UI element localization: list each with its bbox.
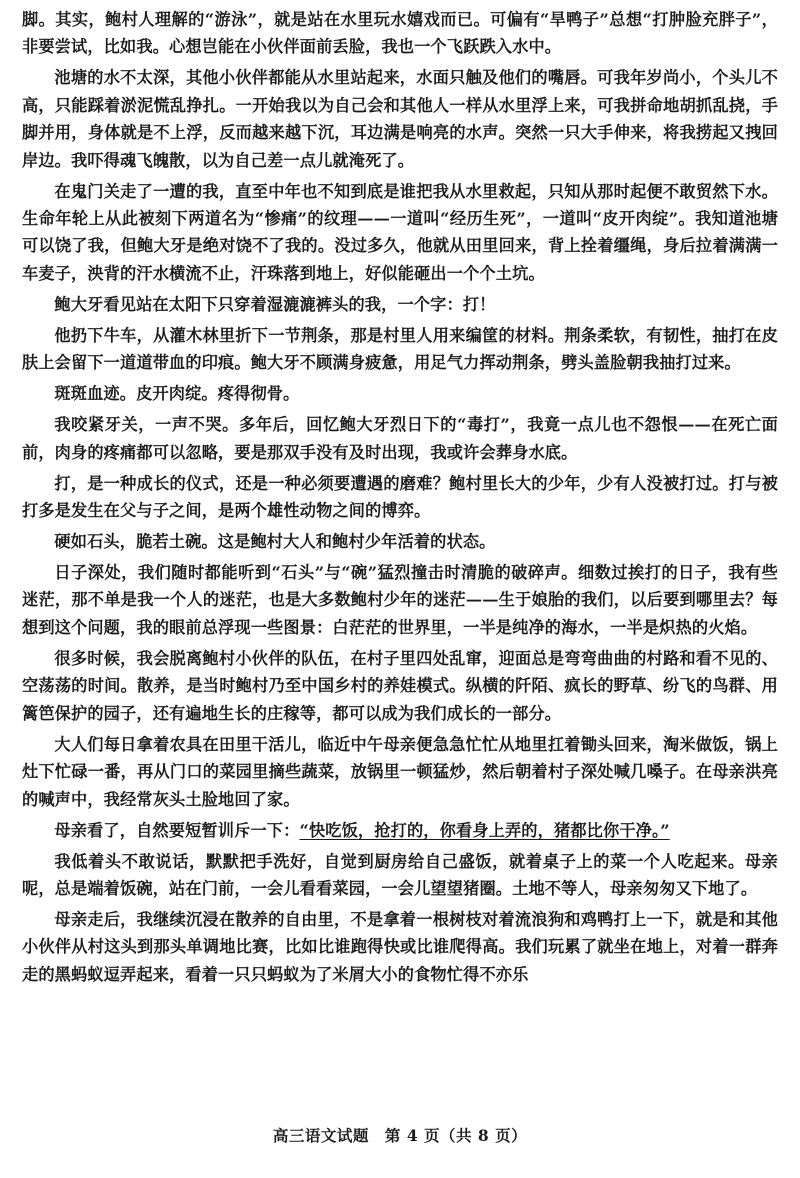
paragraph-12: 大人们每日拿着农具在田里干活儿，临近中午母亲便急急忙忙从地里扛着锄头回来，淘米做饭，锅上灶下忙碌一番，再从门口的菜园里摘些蔬菜，放锅里一顿猛炒，然后朝着村子深处喊几嗓子。在母亲洪亮的喊声中，我经常灰头土脸地回了家。 (22, 734, 778, 809)
paragraph-11: 很多时候，我会脱离鲍村小伙伴的队伍，在村子里四处乱窜，迎面总是弯弯曲曲的村路和看不见的、空荡荡的时间。散养，是当时鲍村乃至中国乡村的养娃模式。纵横的阡陌、疯长的野草、纷飞的鸟群、用篱笆保护的园子，还有遍地生长的庄稼等，都可以成为我们成长的一部分。 (22, 648, 778, 723)
paragraph-13 (22, 817, 778, 844)
article-body (22, 6, 778, 988)
paragraph-3: 在鬼门关走了一遭的我，直至中年也不知到底是谁把我从水里救起，只知从那时起便不敢贸然下水。生命年轮上从此被刻下两道名为“惨痛”的纹理——一道叫“经历生死”，一道叫“皮开肉绽”。我知道池塘可以饶了我，但鲍大牙是绝对饶不了我的。没过多久，他就从田里回来，背上拴着缰绳，身后拉着满满一车麦子，泱背的汗水横流不止，汗珠落到地上，好似能砸出一个个土坑。 (22, 181, 778, 283)
paragraph-1: 脚。其实，鲍村人理解的“游泳”，就是站在水里玩水嬉戏而已。可偏有“旱鸭子”总想“打肿脸充胖子”，非要尝试，比如我。心想岂能在小伙伴面前丢脸，我也一个飞跃跌入水中。 (22, 10, 778, 57)
paragraph-6: 斑斑血迹。皮开肉绽。疼得彻骨。 (54, 384, 300, 404)
paragraph-9: 硬如石头，脆若土碗。这是鲍村大人和鲍村少年活着的状态。 (54, 532, 496, 552)
underlined-quote: “快吃饭，抢打的，你看身上弄的，猪都比你干净。” (299, 820, 670, 840)
paragraph-15: 母亲走后，我继续沉浸在散养的自由里，不是拿着一根树枝对着流浪狗和鸡鸭打上一下，就是和其他小伙伴从村这头到那头单调地比赛，比如比谁跑得快或比谁爬得高。我们玩累了就坐在地上，对着一群奔走的黑蚂蚁逗弄起来，看着一只只蚂蚁为了米屑大小的食物忙得不亦乐 (22, 909, 778, 984)
paragraph-10: 日子深处，我们随时都能听到“石头”与“碗”猛烈撞击时清脆的破碎声。细数过挨打的日子，我有些迷茫，那不单是我一个人的迷茫，也是大多数鲍村少年的迷茫——生于娘胎的我们，以后要到哪里去？每想到这个问题，我的眼前总浮现一些图景：白茫茫的世界里，一半是纯净的海水，一半是炽热的火焰。 (22, 563, 778, 637)
paragraph-5: 他扔下牛车，从灌木林里折下一节荆条，那是村里人用来编筐的材料。荆条柔软，有韧性，抽打在皮肤上会留下一道道带血的印痕。鲍大牙不顾满身疲惫，用足气力挥动荆条，劈头盖脸朝我抽打过来。 (22, 325, 778, 373)
paragraph-13-lead: 母亲看了，自然要短暂训斥一下： (54, 820, 300, 840)
paragraph-4: 鲍大牙看见站在太阳下只穿着湿漉漉裤头的我，一个字：打！ (54, 294, 496, 314)
paragraph-2: 池塘的水不太深，其他小伙伴都能从水里站起来，水面只触及他们的嘴唇。可我年岁尚小，个头儿不高，只能踩着淤泥慌乱挣扎。一开始我以为自己会和其他人一样从水里浮上来，可我拼命地胡抓乱挠，手脚并用，身体就是不上浮，反而越来越下沉，耳边满是响亮的水声。突然一只大手伸来，将我捞起又拽回岸边。我吓得魂飞魄散，以为自己差一点儿就淹死了。 (22, 68, 778, 170)
paragraph-14: 我低着头不敢说话，默默把手洗好，自觉到厨房给自己盛饭，就着桌子上的菜一个人吃起来。母亲呢，总是端着饭碗，站在门前，一会儿看看菜园，一会儿望望猪圈。土地不等人，母亲匆匆又下地了。 (22, 851, 778, 898)
paragraph-8: 打，是一种成长的仪式，还是一种必须要遭遇的磨难？鲍村里长大的少年，少有人没被打过。打与被打多是发生在父与子之间，是两个雄性动物之间的博弈。 (22, 473, 778, 521)
paragraph-7: 我咬紧牙关，一声不哭。多年后，回忆鲍大牙烈日下的“毒打”，我竟一点儿也不怨恨——在死亡面前，肉身的疼痛都可以忽略，要是那双手没有及时出现，我或许会葬身水底。 (22, 415, 778, 462)
page-footer: 高三语文试题 第 4 页（共 8 页） (272, 1126, 528, 1145)
